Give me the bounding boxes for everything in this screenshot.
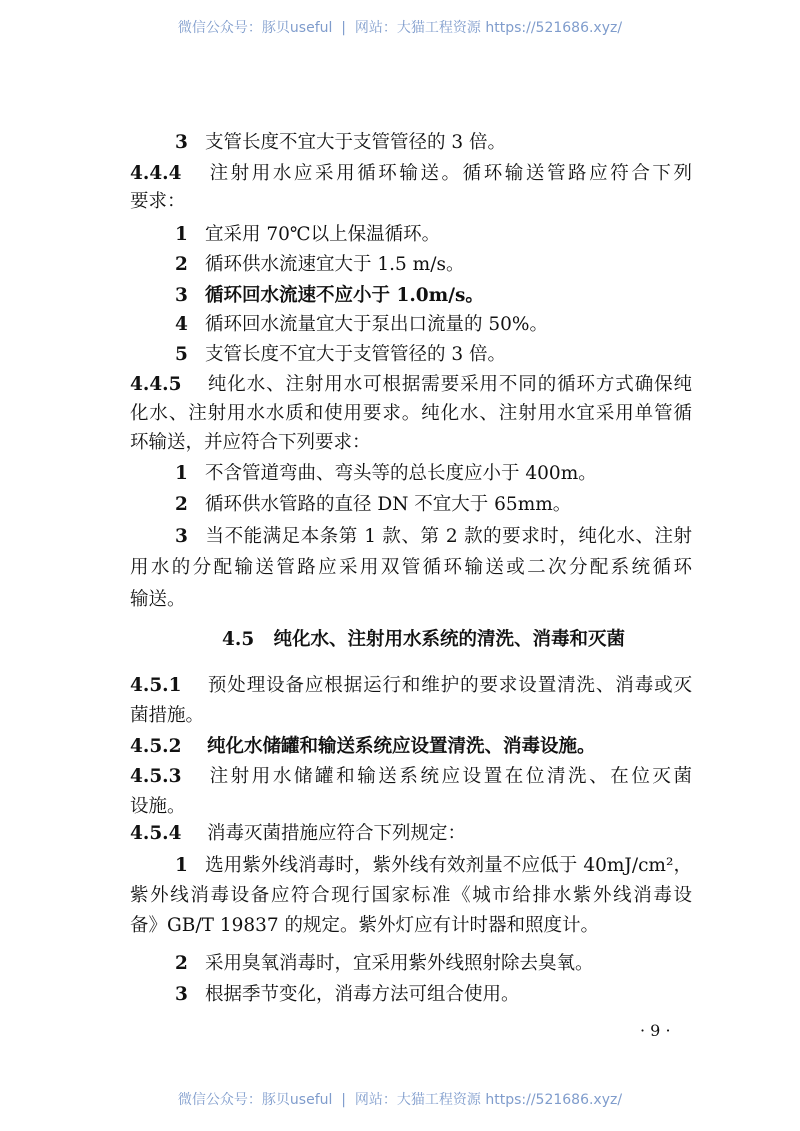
clause-number: 2 — [175, 254, 188, 275]
clause-text: 选用紫外线消毒时，紫外线有效剂量不应低于 40mJ/cm²， — [205, 855, 692, 876]
clause-text: 循环供水管路的直径 DN 不宜大于 65mm。 — [205, 494, 572, 515]
clause-line — [130, 734, 596, 760]
text-line — [130, 430, 371, 456]
clause-text: 备》GB/T 19837 的规定。紫外灯应有计时器和照度计。 — [130, 915, 600, 936]
clause-number: 3 — [175, 132, 188, 153]
text-line — [130, 555, 692, 581]
clause-text: 支管长度不宜大于支管管径的 3 倍。 — [205, 132, 507, 153]
clause-line — [130, 821, 466, 847]
text-line — [130, 189, 186, 215]
clause-line — [130, 764, 692, 790]
footer-watermark: 微信公众号：豚贝useful | 网站：大猫工程资源 https://521686.xyz/ — [177, 1092, 623, 1108]
clause-number: 4.5.3 — [130, 766, 182, 787]
text-line — [130, 587, 186, 613]
clause-number: 3 — [175, 526, 188, 547]
section-heading: 4.5 纯化水、注射用水系统的清洗、消毒和灭菌 — [222, 629, 626, 650]
clause-number: 3 — [175, 984, 188, 1005]
clause-text: 输送。 — [130, 589, 186, 610]
clause-text: 不含管道弯曲、弯头等的总长度应小于 400m。 — [205, 463, 597, 484]
list-item — [175, 853, 692, 879]
clause-text: 纯化水、注射用水可根据需要采用不同的循环方式确保纯 — [207, 374, 692, 395]
clause-text: 化水、注射用水水质和使用要求。纯化水、注射用水宜采用单管循 — [130, 403, 692, 424]
text-line — [130, 883, 692, 909]
clause-number: 4 — [175, 314, 188, 335]
clause-number: 2 — [175, 494, 188, 515]
clause-text: 采用臭氧消毒时，宜采用紫外线照射除去臭氧。 — [205, 953, 594, 974]
clause-text: 当不能满足本条第 1 款、第 2 款的要求时，纯化水、注射 — [205, 526, 692, 547]
list-item — [175, 130, 506, 156]
list-item — [175, 982, 520, 1008]
clause-number: 4.4.4 — [130, 163, 182, 184]
text-line — [130, 401, 692, 427]
clause-text: 环输送，并应符合下列要求： — [130, 432, 371, 453]
list-item — [175, 222, 440, 248]
clause-text: 菌措施。 — [130, 705, 205, 726]
clause-number: 4.4.5 — [130, 374, 182, 395]
text-line — [130, 794, 186, 820]
clause-number: 1 — [175, 855, 188, 876]
clause-number: 4.5.4 — [130, 823, 182, 844]
list-item — [175, 461, 597, 487]
clause-text: 要求： — [130, 191, 186, 212]
clause-text: 循环供水流速宜大于 1.5 m/s。 — [205, 254, 465, 275]
clause-text: 紫外线消毒设备应符合现行国家标准《城市给排水紫外线消毒设 — [130, 885, 692, 906]
list-item — [175, 492, 571, 518]
clause-text: 循环回水流量宜大于泵出口流量的 50%。 — [205, 314, 549, 335]
page-number: · 9 · — [640, 1021, 671, 1040]
clause-line — [130, 673, 692, 699]
list-item — [175, 951, 594, 977]
clause-text: 消毒灭菌措施应符合下列规定： — [207, 823, 467, 844]
list-item — [175, 312, 548, 338]
clause-number: 1 — [175, 463, 188, 484]
clause-number: 2 — [175, 953, 188, 974]
clause-number: 4.5.2 — [130, 736, 182, 757]
clause-text: 注射用水储罐和输送系统应设置在位清洗、在位灭菌 — [207, 766, 692, 787]
clause-text: 根据季节变化，消毒方法可组合使用。 — [205, 984, 520, 1005]
list-item — [175, 252, 464, 278]
clause-number: 4.5.1 — [130, 675, 182, 696]
clause-text: 循环回水流速不应小于 1.0m/s。 — [205, 285, 484, 306]
text-line — [130, 913, 599, 939]
list-item — [175, 524, 692, 550]
clause-number: 1 — [175, 224, 188, 245]
text-line — [130, 703, 204, 729]
clause-text: 用水的分配输送管路应采用双管循环输送或二次分配系统循环 — [130, 557, 692, 578]
clause-text: 纯化水储罐和输送系统应设置清洗、消毒设施。 — [207, 736, 596, 757]
clause-text: 支管长度不宜大于支管管径的 3 倍。 — [205, 344, 507, 365]
clause-text: 设施。 — [130, 796, 186, 817]
list-item — [175, 342, 506, 368]
clause-text: 预处理设备应根据运行和维护的要求设置清洗、消毒或灭 — [207, 675, 692, 696]
list-item — [175, 283, 484, 309]
header-watermark: 微信公众号：豚贝useful | 网站：大猫工程资源 https://521686.xyz/ — [177, 20, 623, 36]
clause-text: 注射用水应采用循环输送。循环输送管路应符合下列 — [207, 163, 692, 184]
clause-number: 3 — [175, 285, 188, 306]
clause-number: 5 — [175, 344, 188, 365]
clause-line — [130, 372, 692, 398]
clause-line — [130, 161, 692, 187]
clause-text: 宜采用 70℃以上保温循环。 — [205, 224, 441, 245]
